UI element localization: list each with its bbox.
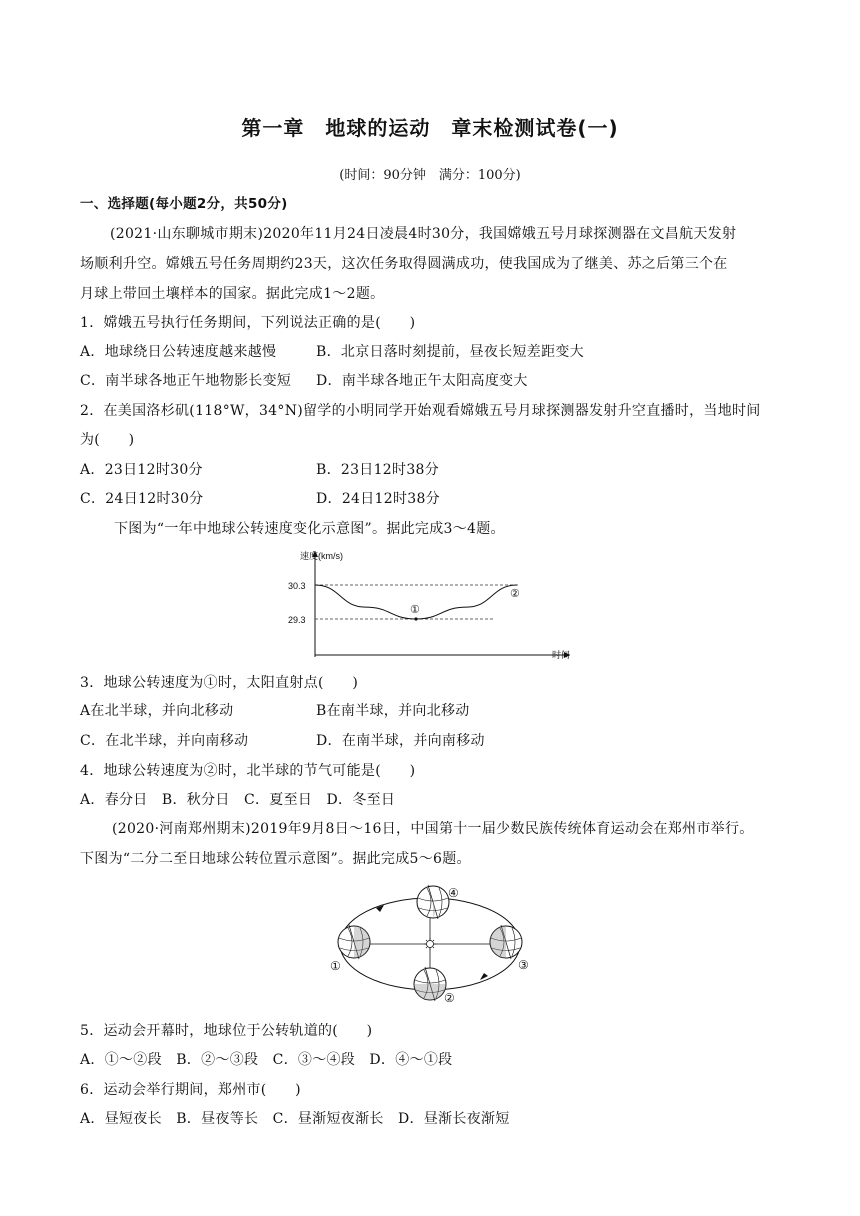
question-3-option-d: D．在南半球，并向南移动 [316,733,485,749]
question-2-option-a: A．23日12时30分 [80,462,203,478]
earth-icon [414,967,446,1001]
passage-line: (2020·河南郑州期末)2019年9月8日～16日，中国第十一届少数民族传统体育运动会在郑州市举行。 [112,821,754,837]
earth-icon [490,925,522,959]
question-3-stem: 3．地球公转速度为①时，太阳直射点( ) [80,675,359,691]
question-6-options: A．昼短夜长 B．昼夜等长 C．昼渐短夜渐长 D．昼渐长夜渐短 [80,1111,510,1127]
earth-icon [338,925,370,959]
orbital-speed-chart [280,545,580,665]
question-3-option-a: A在北半球，并向北移动 [80,703,234,719]
question-1-option-c: C．南半球各地正午地物影长变短 [80,373,292,389]
earth-icon [417,885,449,919]
question-2-option-b: B．23日12时38分 [316,462,440,478]
point-1-marker [414,617,417,620]
question-2-option-d: D．24日12时38分 [316,491,440,507]
page-title: 第一章 地球的运动 章末检测试卷(一) [241,116,619,140]
question-2-option-c: C．24日12时30分 [80,491,204,507]
question-3-option-b: B在南半球，并向北移动 [316,703,470,719]
passage-line: 下图为“二分二至日地球公转位置示意图”。据此完成5～6题。 [80,851,471,867]
question-6-stem: 6．运动会举行期间，郑州市( ) [80,1082,301,1098]
question-1-option-b: B．北京日落时刻提前，昼夜长短差距变大 [316,344,584,360]
position-label-4: ④ [448,886,459,900]
passage-line: 月球上带回土壤样本的国家。据此完成1～2题。 [80,286,385,302]
point-2-label: ② [510,588,520,600]
passage-line: (2021·山东聊城市期末)2020年11月24日凌晨4时30分，我国嫦娥五号月球探测器在文昌航天发射 [110,226,737,242]
question-4-options: A．春分日 B．秋分日 C．夏至日 D．冬至日 [80,792,396,808]
question-2-stem: 2．在美国洛杉矶(118°W，34°N)留学的小明同学开始观看嫦娥五号月球探测器发射升空直播时，当地时间 [80,403,761,419]
question-2-stem: 为( ) [80,432,135,448]
x-axis-label: 时间 [552,650,571,660]
question-1-stem: 1．嫦娥五号执行任务期间，下列说法正确的是( ) [80,315,416,331]
question-5-options: A．①～②段 B．②～③段 C．③～④段 D．④～①段 [80,1052,453,1068]
passage-line: 下图为“一年中地球公转速度变化示意图”。据此完成3～4题。 [114,521,505,537]
position-label-3: ③ [518,958,529,972]
question-1-option-a: A．地球绕日公转速度越来越慢 [80,344,277,360]
position-label-2: ② [444,991,455,1005]
passage-line: 场顺利升空。嫦娥五号任务周期约23天，这次任务取得圆满成功，使我国成为了继美、苏之后第三个在 [80,256,728,272]
question-4-stem: 4．地球公转速度为②时，北半球的节气可能是( ) [80,763,416,779]
question-1-option-d: D．南半球各地正午太阳高度变大 [316,373,528,389]
y-tick-label: 30.3 [288,581,306,591]
question-3-option-c: C．在北半球，并向南移动 [80,733,249,749]
question-5-stem: 5．运动会开幕时，地球位于公转轨道的( ) [80,1023,373,1039]
orbit-diagram [318,878,543,1010]
y-tick-label: 29.3 [288,615,306,625]
orbit-direction-arrow [480,973,488,980]
section-heading: 一、选择题(每小题2分，共50分) [80,196,288,212]
point-1-label: ① [410,604,420,616]
position-label-1: ① [330,959,341,973]
exam-time-score: (时间：90分钟 满分：100分) [339,168,521,183]
y-axis-label: 速度(km/s) [300,551,343,561]
